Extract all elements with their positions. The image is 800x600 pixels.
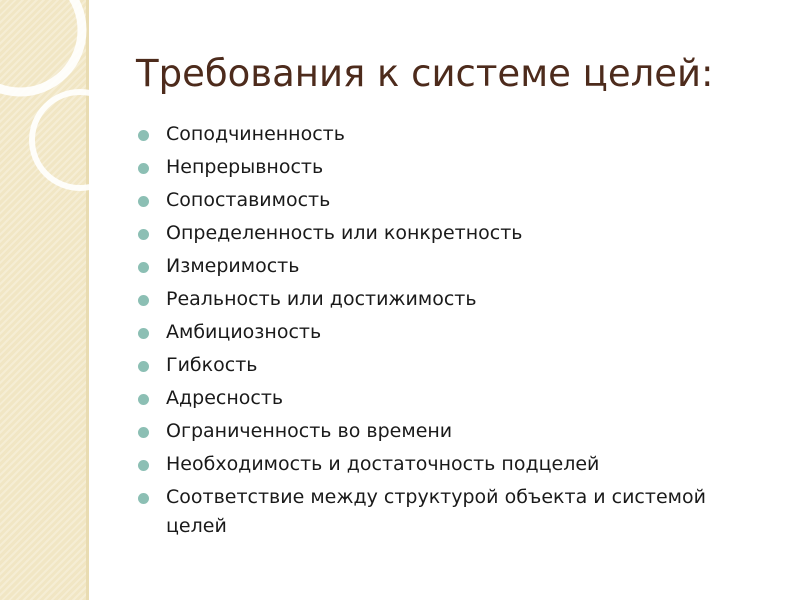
list-item-text: Амбициозность: [166, 321, 322, 343]
bullet-icon: [138, 427, 149, 438]
bullet-icon: [138, 196, 149, 207]
list-item: [136, 481, 756, 541]
list-item-text: Сопоставимость: [166, 189, 331, 211]
list-item-text: Непрерывность: [166, 156, 324, 178]
list-item: [136, 448, 756, 481]
list-item-text: Соподчиненность: [166, 123, 345, 145]
decorative-ring-large: [0, 0, 82, 92]
bullet-icon: [138, 328, 149, 339]
list-item: [136, 316, 756, 349]
list-item: [136, 151, 756, 184]
list-item: [136, 217, 756, 250]
requirements-list: [136, 118, 756, 541]
bullet-icon: [138, 460, 149, 471]
list-item-text: Необходимость и достаточность подцелей: [166, 453, 600, 475]
list-item: [136, 184, 756, 217]
bullet-icon: [138, 295, 149, 306]
decorative-rings: [0, 0, 110, 210]
list-item: [136, 382, 756, 415]
list-item-text: Соответствие между структурой объекта и системой целей: [166, 486, 706, 537]
list-item-text: Измеримость: [166, 255, 300, 277]
list-item: [136, 118, 756, 151]
list-item-text: Определенность или конкретность: [166, 222, 523, 244]
list-item: [136, 415, 756, 448]
slide-title: Требования к системе целей:: [136, 52, 714, 95]
decorative-ring-small: [32, 92, 128, 188]
bullet-icon: [138, 262, 149, 273]
bullet-icon: [138, 394, 149, 405]
list-item-text: Адресность: [166, 387, 284, 409]
bullet-icon: [138, 229, 149, 240]
bullet-icon: [138, 163, 149, 174]
list-item: [136, 283, 756, 316]
list-item: [136, 250, 756, 283]
list-item-text: Ограниченность во времени: [166, 420, 453, 442]
list-item-text: Гибкость: [166, 354, 258, 376]
bullet-icon: [138, 493, 149, 504]
bullet-icon: [138, 361, 149, 372]
list-item: [136, 349, 756, 382]
list-item-text: Реальность или достижимость: [166, 288, 477, 310]
bullet-icon: [138, 130, 149, 141]
